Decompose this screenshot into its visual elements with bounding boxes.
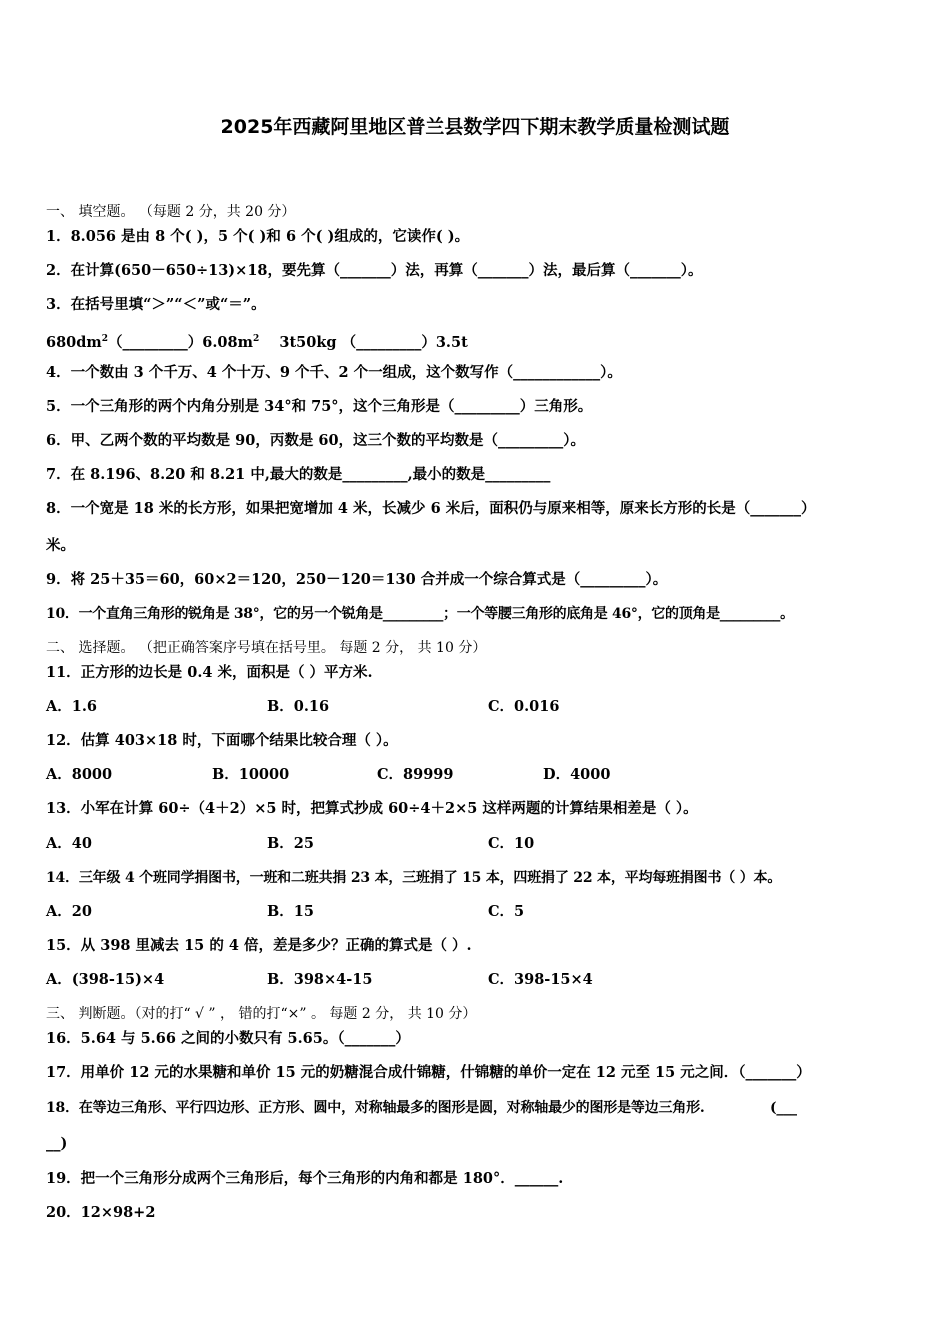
page-title: 2025年西藏阿里地区普兰县数学四下期末教学质量检测试题 (220, 116, 730, 138)
question-12: 12．估算 403×18 时，下面哪个结果比较合理（ ）。 (46, 732, 398, 749)
question-6: 6．甲、乙两个数的平均数是 90，丙数是 60，这三个数的平均数是（_________）。 (46, 432, 586, 449)
question-10: 10．一个直角三角形的锐角是 38°，它的另一个锐角是_________；一个等腰三角形的底角是 46°，它的顶角是_________。 (46, 606, 794, 622)
question-1: 1．8.056 是由 8 个( )，5 个( )和 6 个( )组成的，它读作( )。 (46, 228, 470, 245)
q15-option-b[interactable]: B．398×4-15 (267, 971, 373, 988)
question-11: 11．正方形的边长是 0.4 米，面积是（ ）平方米. (46, 664, 373, 681)
q3-exponent-a: 2 (101, 334, 109, 344)
q3-exponent-b: 2 (252, 334, 260, 344)
question-15: 15．从 398 里减去 15 的 4 倍，差是多少？正确的算式是（ ）. (46, 937, 472, 954)
question-18-continued: __) (46, 1135, 68, 1152)
question-16: 16．5.64 与 5.66 之间的小数只有 5.65。（_______） (46, 1030, 410, 1047)
question-14: 14．三年级 4 个班同学捐图书，一班和二班共捐 23 本，三班捐了 15 本，四班捐了 22 本，平均每班捐图书（ ）本。 (46, 870, 782, 886)
question-3: 3．在括号里填“＞”“＜”或“＝”。 (46, 296, 266, 313)
question-18: 18．在等边三角形、平行四边形、正方形、圆中，对称轴最多的图形是圆，对称轴最少的图形是等边三角形. (___ (46, 1100, 797, 1116)
q3-item-c: 3t50kg （_________）3.5t (259, 334, 468, 351)
question-7: 7．在 8.196、8.20 和 8.21 中,最大的数是_________,最小的数是_________ (46, 466, 551, 483)
q15-option-c[interactable]: C．398-15×4 (488, 971, 593, 988)
question-20: 20．12×98+2 (46, 1204, 156, 1221)
question-8-continued: 米。 (46, 537, 75, 554)
q14-option-a[interactable]: A．20 (46, 903, 92, 920)
q11-option-a[interactable]: A．1.6 (46, 698, 97, 715)
question-8: 8．一个宽是 18 米的长方形，如果把宽增加 4 米，长减少 6 米后，面积仍与原来相等，原来长方形的长是（_______） (46, 500, 816, 517)
q12-option-a[interactable]: A．8000 (46, 766, 113, 783)
q13-option-c[interactable]: C．10 (488, 835, 535, 852)
q3-item-a: 680dm (46, 334, 102, 351)
question-5: 5．一个三角形的两个内角分别是 34°和 75°，这个三角形是（_________）三角形。 (46, 398, 593, 415)
section-multiple-choice-heading: 二、 选择题。 （把正确答案序号填在括号里。 每题 2 分， 共 10 分） (46, 640, 487, 656)
question-9: 9．将 25＋35＝60，60×2＝120，250－120＝130 合并成一个综合算式是（_________）。 (46, 571, 668, 588)
question-19: 19．把一个三角形分成两个三角形后，每个三角形的内角和都是 180°．______. (46, 1170, 564, 1187)
q3-item-b: （_________）6.08m (108, 334, 253, 351)
q11-option-c[interactable]: C．0.016 (488, 698, 560, 715)
q14-option-b[interactable]: B．15 (267, 903, 314, 920)
question-17: 17．用单价 12 元的水果糖和单价 15 元的奶糖混合成什锦糖，什锦糖的单价一定在 12 元至 15 元之间．（_______） (46, 1064, 811, 1081)
q11-option-b[interactable]: B．0.16 (267, 698, 330, 715)
q15-option-a[interactable]: A．(398-15)×4 (46, 971, 165, 988)
q12-option-d[interactable]: D．4000 (543, 766, 611, 783)
question-13: 13．小军在计算 60÷（4＋2）×5 时，把算式抄成 60÷4＋2×5 这样两题的计算结果相差是（ ）。 (46, 800, 698, 817)
question-4: 4．一个数由 3 个千万、4 个十万、9 个千、2 个一组成，这个数写作（____________）。 (46, 364, 622, 381)
q12-option-c[interactable]: C．89999 (377, 766, 454, 783)
q14-option-c[interactable]: C．5 (488, 903, 525, 920)
question-2: 2．在计算(650－650÷13)×18，要先算（_______）法，再算（_______）法，最后算（_______）。 (46, 262, 703, 279)
q13-option-b[interactable]: B．25 (267, 835, 314, 852)
question-3-comparison (46, 329, 910, 353)
section-fill-in-blank-heading: 一、 填空题。 （每题 2 分，共 20 分） (46, 204, 296, 220)
q13-option-a[interactable]: A．40 (46, 835, 92, 852)
section-true-false-heading: 三、 判断题。（对的打“ √ ” ， 错的打“×” 。 每题 2 分， 共 10 分） (46, 1006, 477, 1022)
q12-option-b[interactable]: B．10000 (212, 766, 290, 783)
